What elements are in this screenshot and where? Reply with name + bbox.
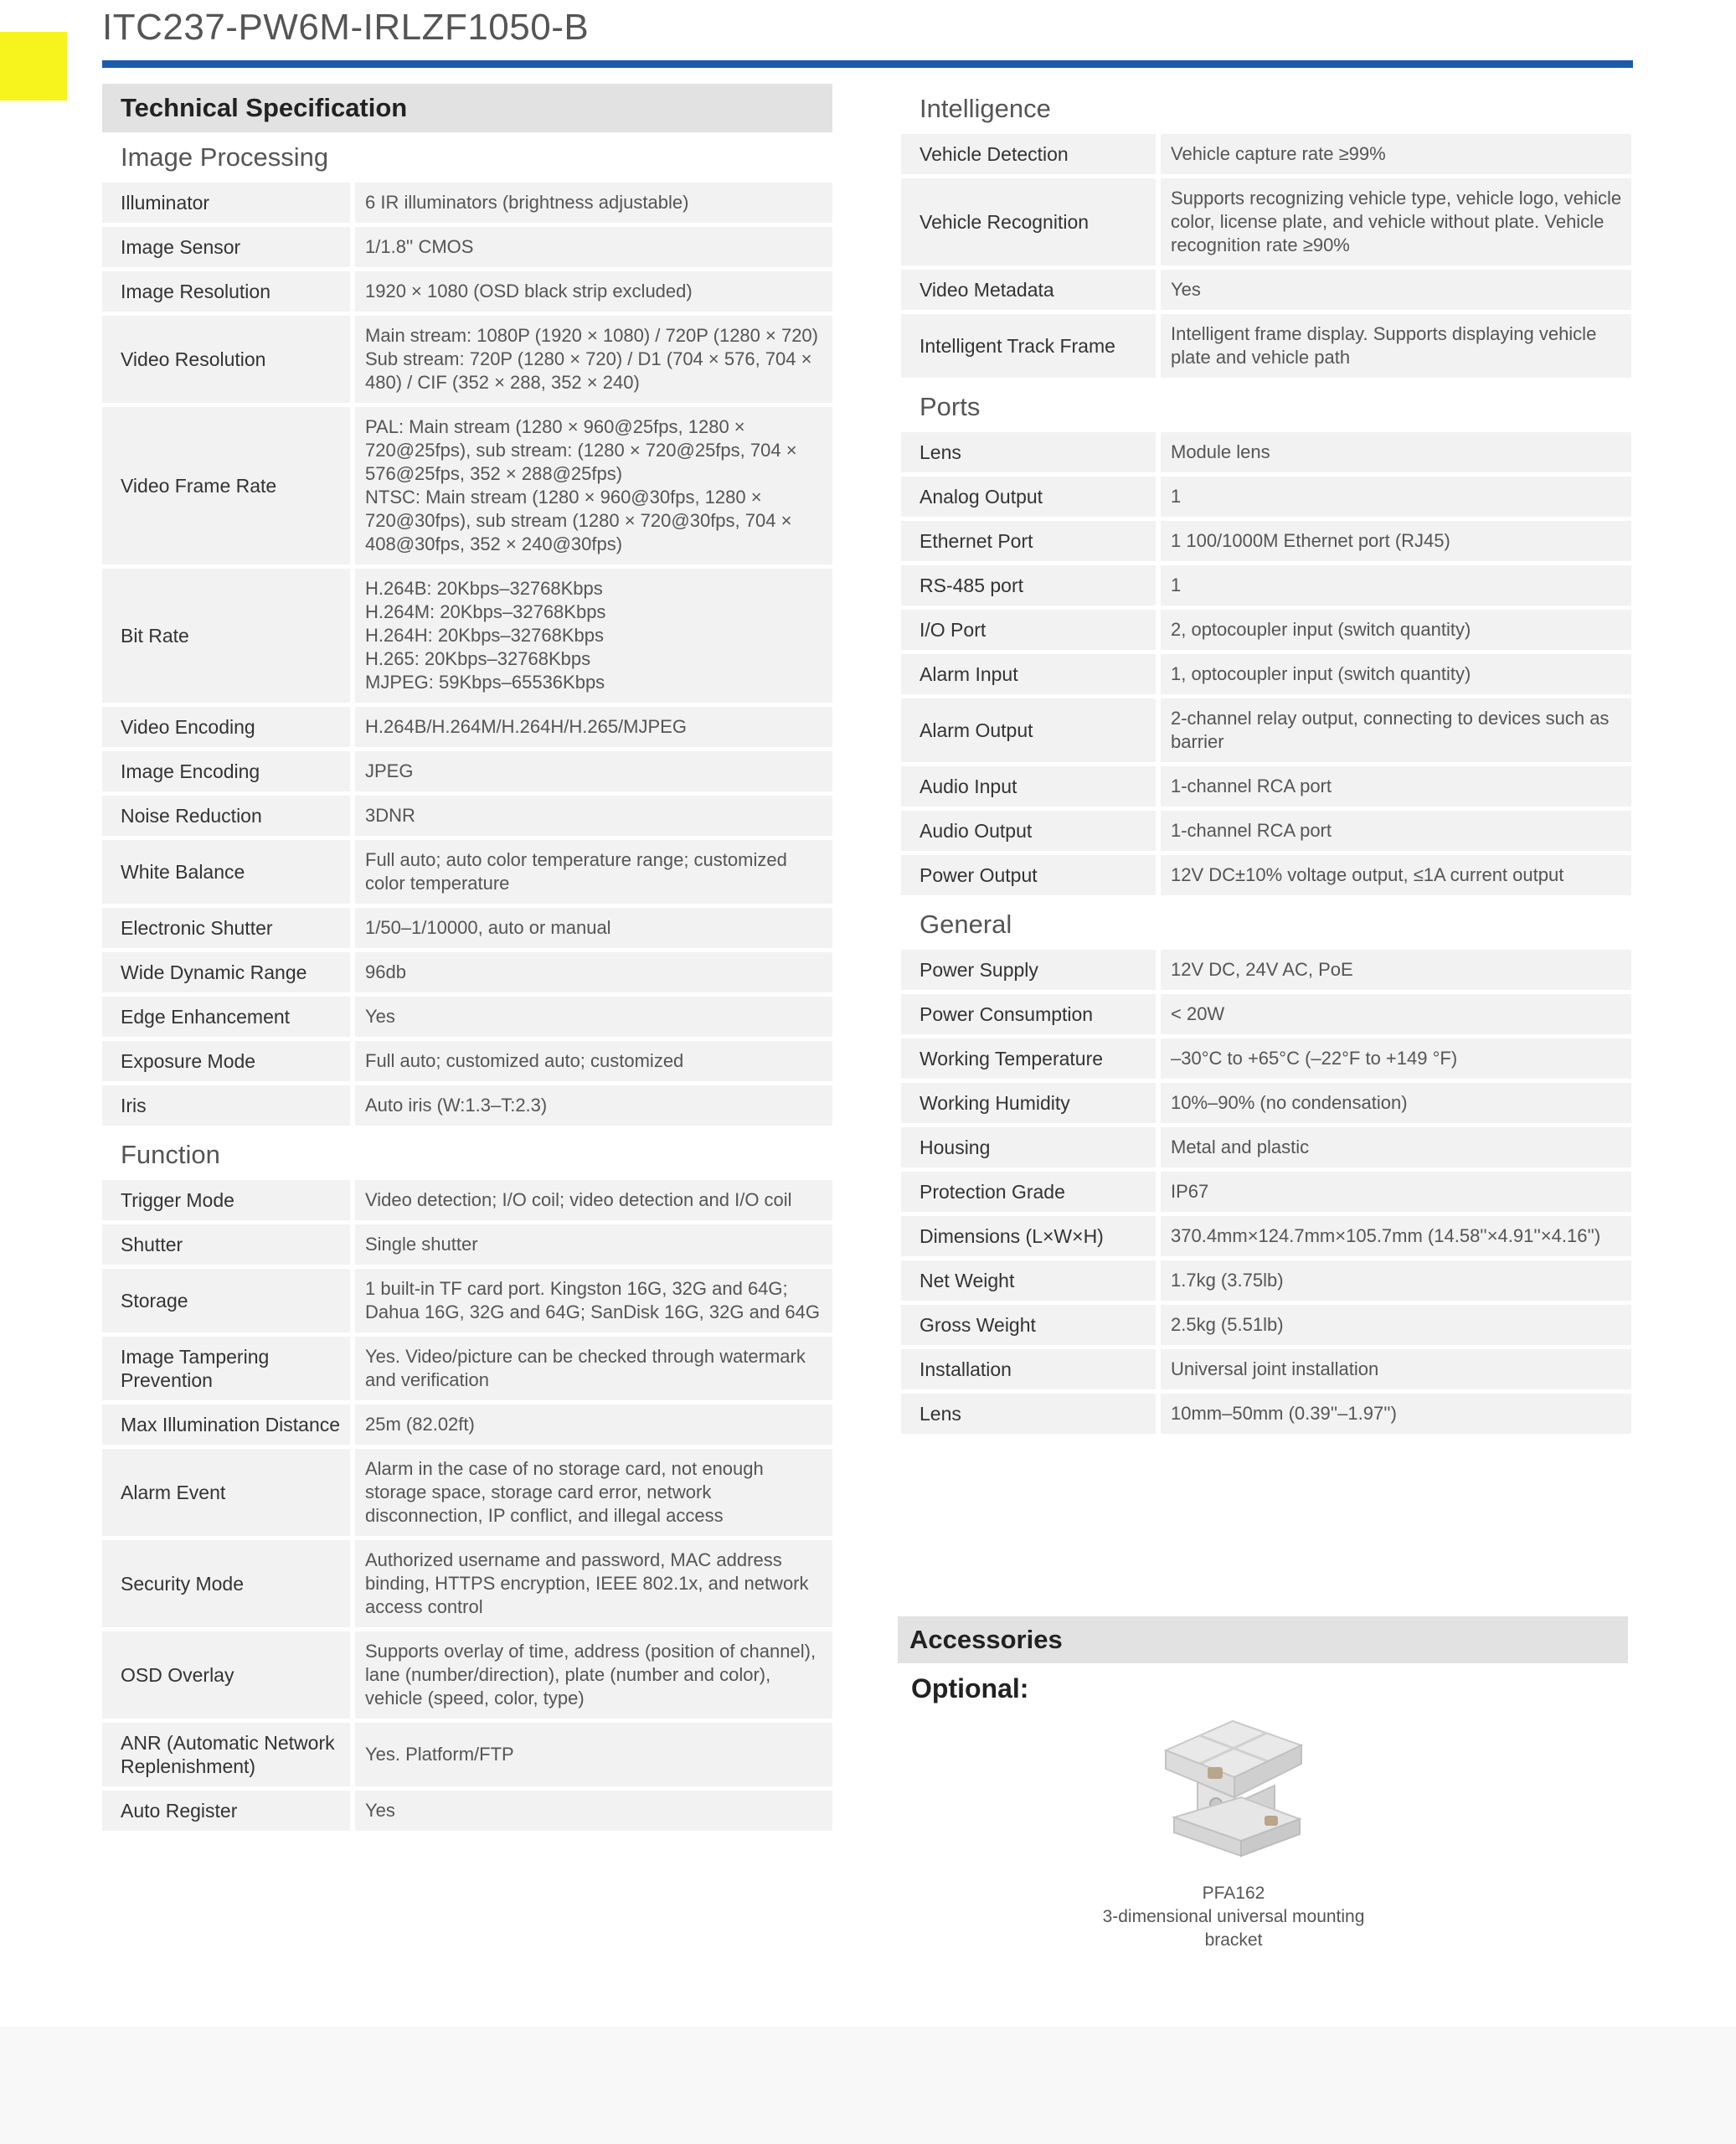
- spec-value: Yes: [355, 997, 832, 1037]
- spec-row: [901, 855, 1631, 895]
- spec-label: Trigger Mode: [102, 1180, 355, 1220]
- spec-value: 370.4mm×124.7mm×105.7mm (14.58''×4.91''×4.16''): [1161, 1216, 1631, 1256]
- spec-row: [901, 270, 1631, 310]
- spec-value: Supports recognizing vehicle type, vehicle logo, vehicle color, license plate, and vehicle without plate. Vehicle recognition rate ≥90%: [1161, 178, 1631, 265]
- spec-label: Installation: [901, 1349, 1161, 1389]
- spec-row: [102, 997, 832, 1037]
- spec-value: 10%–90% (no condensation): [1161, 1083, 1631, 1123]
- spec-value: Single shutter: [355, 1224, 832, 1265]
- accessory-model: PFA162: [1202, 1884, 1265, 1903]
- title-divider: [102, 60, 1633, 68]
- spec-label: Intelligent Track Frame: [901, 314, 1161, 378]
- spec-label: Storage: [102, 1269, 355, 1332]
- spec-table: [901, 946, 1631, 1438]
- spec-value: Auto iris (W:1.3–T:2.3): [355, 1085, 832, 1126]
- spec-row: [102, 316, 832, 403]
- spec-value: 1/50–1/10000, auto or manual: [355, 908, 832, 948]
- spec-value: < 20W: [1161, 994, 1631, 1034]
- spec-label: Image Sensor: [102, 227, 355, 267]
- left-sections: [102, 132, 832, 1835]
- spec-label: Auto Register: [102, 1791, 355, 1831]
- spec-label: Max Illumination Distance: [102, 1404, 355, 1445]
- spec-row: [102, 952, 832, 992]
- spec-value: Authorized username and password, MAC address binding, HTTPS encryption, IEEE 802.1x, and network access control: [355, 1540, 832, 1627]
- accessories-header: Accessories: [898, 1616, 1628, 1663]
- spec-row: [102, 1631, 832, 1719]
- spec-label: Net Weight: [901, 1260, 1161, 1301]
- spec-value: 2.5kg (5.51lb): [1161, 1305, 1631, 1345]
- spec-label: RS-485 port: [901, 565, 1161, 606]
- spec-row: [102, 1791, 832, 1831]
- spec-value: Intelligent frame display. Supports displaying vehicle plate and vehicle path: [1161, 314, 1631, 378]
- spec-label: Video Metadata: [901, 270, 1161, 310]
- spec-value: Video detection; I/O coil; video detection and I/O coil: [355, 1180, 832, 1220]
- spec-label: Security Mode: [102, 1540, 355, 1627]
- spec-row: [901, 1260, 1631, 1301]
- spec-value: 1: [1161, 477, 1631, 517]
- spec-value: IP67: [1161, 1172, 1631, 1212]
- spec-row: [102, 908, 832, 948]
- spec-row: [901, 1349, 1631, 1389]
- spec-label: Image Tampering Prevention: [102, 1337, 355, 1400]
- spec-value: Metal and plastic: [1161, 1127, 1631, 1167]
- spec-row: [901, 994, 1631, 1034]
- spec-row: [102, 569, 832, 703]
- spec-row: [102, 1723, 832, 1786]
- spec-row: [901, 1172, 1631, 1212]
- spec-row: [102, 183, 832, 223]
- spec-label: Working Temperature: [901, 1038, 1161, 1079]
- spec-label: Alarm Event: [102, 1449, 355, 1536]
- spec-label: Noise Reduction: [102, 796, 355, 836]
- spec-label: Dimensions (L×W×H): [901, 1216, 1161, 1256]
- spec-value: 3DNR: [355, 796, 832, 836]
- spec-label: Vehicle Recognition: [901, 178, 1161, 265]
- spec-label: Protection Grade: [901, 1172, 1161, 1212]
- spec-label: Video Encoding: [102, 707, 355, 747]
- spec-row: [901, 698, 1631, 762]
- spec-label: Iris: [102, 1085, 355, 1126]
- spec-value: Yes: [355, 1791, 832, 1831]
- spec-label: Electronic Shutter: [102, 908, 355, 948]
- spec-value: 12V DC, 24V AC, PoE: [1161, 950, 1631, 990]
- spec-value: 1920 × 1080 (OSD black strip excluded): [355, 271, 832, 312]
- spec-row: [901, 178, 1631, 265]
- spec-row: [102, 751, 832, 791]
- spec-value: 1 100/1000M Ethernet port (RJ45): [1161, 521, 1631, 561]
- spec-value: Main stream: 1080P (1920 × 1080) / 720P (1280 × 720) Sub stream: 720P (1280 × 720) / D1 (704 × 576, 704 × 480) / CIF (352 × 288, 352 × 240): [355, 316, 832, 403]
- spec-label: Analog Output: [901, 477, 1161, 517]
- section-title: General: [920, 910, 1012, 939]
- spec-row: [102, 1404, 832, 1445]
- spec-row: [901, 950, 1631, 990]
- section-title: Function: [121, 1140, 220, 1169]
- spec-value: Yes. Video/picture can be checked through watermark and verification: [355, 1337, 832, 1400]
- spec-row: [901, 1083, 1631, 1123]
- spec-row: [901, 134, 1631, 174]
- spec-row: [901, 654, 1631, 694]
- spec-label: Lens: [901, 432, 1161, 472]
- spec-row: [901, 477, 1631, 517]
- spec-label: Wide Dynamic Range: [102, 952, 355, 992]
- spec-value: 12V DC±10% voltage output, ≤1A current output: [1161, 855, 1631, 895]
- spec-row: [901, 314, 1631, 378]
- spec-row: [901, 1216, 1631, 1256]
- spec-label: Edge Enhancement: [102, 997, 355, 1037]
- spec-label: Working Humidity: [901, 1083, 1161, 1123]
- accessory-caption: [1097, 1882, 1370, 1952]
- spec-value: JPEG: [355, 751, 832, 791]
- spec-value: Yes. Platform/FTP: [355, 1723, 832, 1786]
- spec-value: H.264B: 20Kbps–32768Kbps H.264M: 20Kbps–32768Kbps H.264H: 20Kbps–32768Kbps H.265: 20Kbps–32768Kbps MJPEG: 59Kbps–65536Kbps: [355, 569, 832, 703]
- spec-value: 1, optocoupler input (switch quantity): [1161, 654, 1631, 694]
- spec-row: [901, 610, 1631, 650]
- spec-row: [901, 1305, 1631, 1345]
- mounting-bracket-icon: [1157, 1717, 1310, 1861]
- yellow-corner-mark: [0, 32, 67, 100]
- spec-label: Image Encoding: [102, 751, 355, 791]
- spec-row: [102, 1337, 832, 1400]
- spec-label: White Balance: [102, 840, 355, 904]
- spec-value: –30°C to +65°C (–22°F to +149 °F): [1161, 1038, 1631, 1079]
- spec-value: Supports overlay of time, address (position of channel), lane (number/direction), plate (number and color), vehicle (speed, color, type): [355, 1631, 832, 1719]
- spec-row: [102, 840, 832, 904]
- spec-value: 2, optocoupler input (switch quantity): [1161, 610, 1631, 650]
- accessory-description: 3-dimensional universal mounting bracket: [1102, 1907, 1365, 1950]
- spec-label: Exposure Mode: [102, 1041, 355, 1081]
- spec-label: Power Consumption: [901, 994, 1161, 1034]
- spec-label: Power Output: [901, 855, 1161, 895]
- spec-label: Housing: [901, 1127, 1161, 1167]
- spec-value: Alarm in the case of no storage card, not enough storage space, storage card error, network disconnection, IP conflict, and illegal access: [355, 1449, 832, 1536]
- spec-label: Vehicle Detection: [901, 134, 1161, 174]
- spec-row: [102, 796, 832, 836]
- spec-row: [901, 521, 1631, 561]
- spec-table: [901, 428, 1631, 899]
- page-title: ITC237-PW6M-IRLZF1050-B: [102, 7, 590, 48]
- spec-row: [102, 1085, 832, 1126]
- spec-label: Illuminator: [102, 183, 355, 223]
- right-sections: [901, 84, 1631, 1438]
- spec-row: [102, 407, 832, 564]
- spec-label: Shutter: [102, 1224, 355, 1265]
- spec-label: Alarm Input: [901, 654, 1161, 694]
- spec-row: [901, 432, 1631, 472]
- spec-value: 1/1.8'' CMOS: [355, 227, 832, 267]
- spec-label: I/O Port: [901, 610, 1161, 650]
- footer-band: [0, 2027, 1736, 2144]
- spec-row: [102, 227, 832, 267]
- spec-value: Full auto; customized auto; customized: [355, 1041, 832, 1081]
- spec-row: [102, 1449, 832, 1536]
- section-title: Intelligence: [920, 94, 1051, 123]
- spec-row: [901, 565, 1631, 606]
- spec-row: [102, 1180, 832, 1220]
- optional-label: Optional:: [911, 1673, 1029, 1703]
- spec-row: [901, 1127, 1631, 1167]
- spec-value: Full auto; auto color temperature range; customized color temperature: [355, 840, 832, 904]
- spec-label: Image Resolution: [102, 271, 355, 312]
- spec-value: 1 built-in TF card port. Kingston 16G, 32G and 64G; Dahua 16G, 32G and 64G; SanDisk 16G, 32G and 64G: [355, 1269, 832, 1332]
- spec-value: H.264B/H.264M/H.264H/H.265/MJPEG: [355, 707, 832, 747]
- spec-label: Video Frame Rate: [102, 407, 355, 564]
- spec-row: [901, 811, 1631, 851]
- spec-table: [102, 178, 832, 1130]
- spec-row: [102, 1041, 832, 1081]
- spec-label: Video Resolution: [102, 316, 355, 403]
- spec-row: [102, 1224, 832, 1265]
- spec-label: Power Supply: [901, 950, 1161, 990]
- spec-value: 1.7kg (3.75lb): [1161, 1260, 1631, 1301]
- spec-value: Universal joint installation: [1161, 1349, 1631, 1389]
- spec-label: Alarm Output: [901, 698, 1161, 762]
- left-column: [102, 84, 832, 1835]
- spec-label: Audio Input: [901, 766, 1161, 807]
- spec-row: [901, 1394, 1631, 1434]
- spec-label: Gross Weight: [901, 1305, 1161, 1345]
- spec-value: 1-channel RCA port: [1161, 766, 1631, 807]
- spec-value: 2-channel relay output, connecting to devices such as barrier: [1161, 698, 1631, 762]
- spec-value: 1: [1161, 565, 1631, 606]
- spec-value: 1-channel RCA port: [1161, 811, 1631, 851]
- section-title: Image Processing: [121, 142, 329, 172]
- spec-label: Audio Output: [901, 811, 1161, 851]
- spec-value: Module lens: [1161, 432, 1631, 472]
- spec-header: Technical Specification: [102, 84, 832, 132]
- spec-table: [901, 130, 1631, 382]
- spec-row: [102, 1540, 832, 1627]
- spec-value: PAL: Main stream (1280 × 960@25fps, 1280 × 720@25fps), sub stream: (1280 × 720@25fps, 704 × 576@25fps, 352 × 288@25fps) NTSC: Main stream (1280 × 960@30fps, 1280 × 720@30fps), sub stream (1280 × 720@30fps, 704 × 408@30fps, 352 × 240@30fps): [355, 407, 832, 564]
- spec-value: 25m (82.02ft): [355, 1404, 832, 1445]
- spec-value: 6 IR illuminators (brightness adjustable): [355, 183, 832, 223]
- right-column: [901, 84, 1631, 1438]
- section-title: Ports: [920, 392, 981, 421]
- spec-label: ANR (Automatic Network Replenishment): [102, 1723, 355, 1786]
- spec-value: 96db: [355, 952, 832, 992]
- spec-row: [901, 1038, 1631, 1079]
- spec-value: Yes: [1161, 270, 1631, 310]
- spec-row: [102, 271, 832, 312]
- spec-table: [102, 1176, 832, 1835]
- spec-label: Lens: [901, 1394, 1161, 1434]
- spec-value: Vehicle capture rate ≥99%: [1161, 134, 1631, 174]
- spec-value: 10mm–50mm (0.39''–1.97''): [1161, 1394, 1631, 1434]
- spec-label: Ethernet Port: [901, 521, 1161, 561]
- spec-label: OSD Overlay: [102, 1631, 355, 1719]
- spec-row: [102, 1269, 832, 1332]
- spec-label: Bit Rate: [102, 569, 355, 703]
- spec-row: [901, 766, 1631, 807]
- spec-row: [102, 707, 832, 747]
